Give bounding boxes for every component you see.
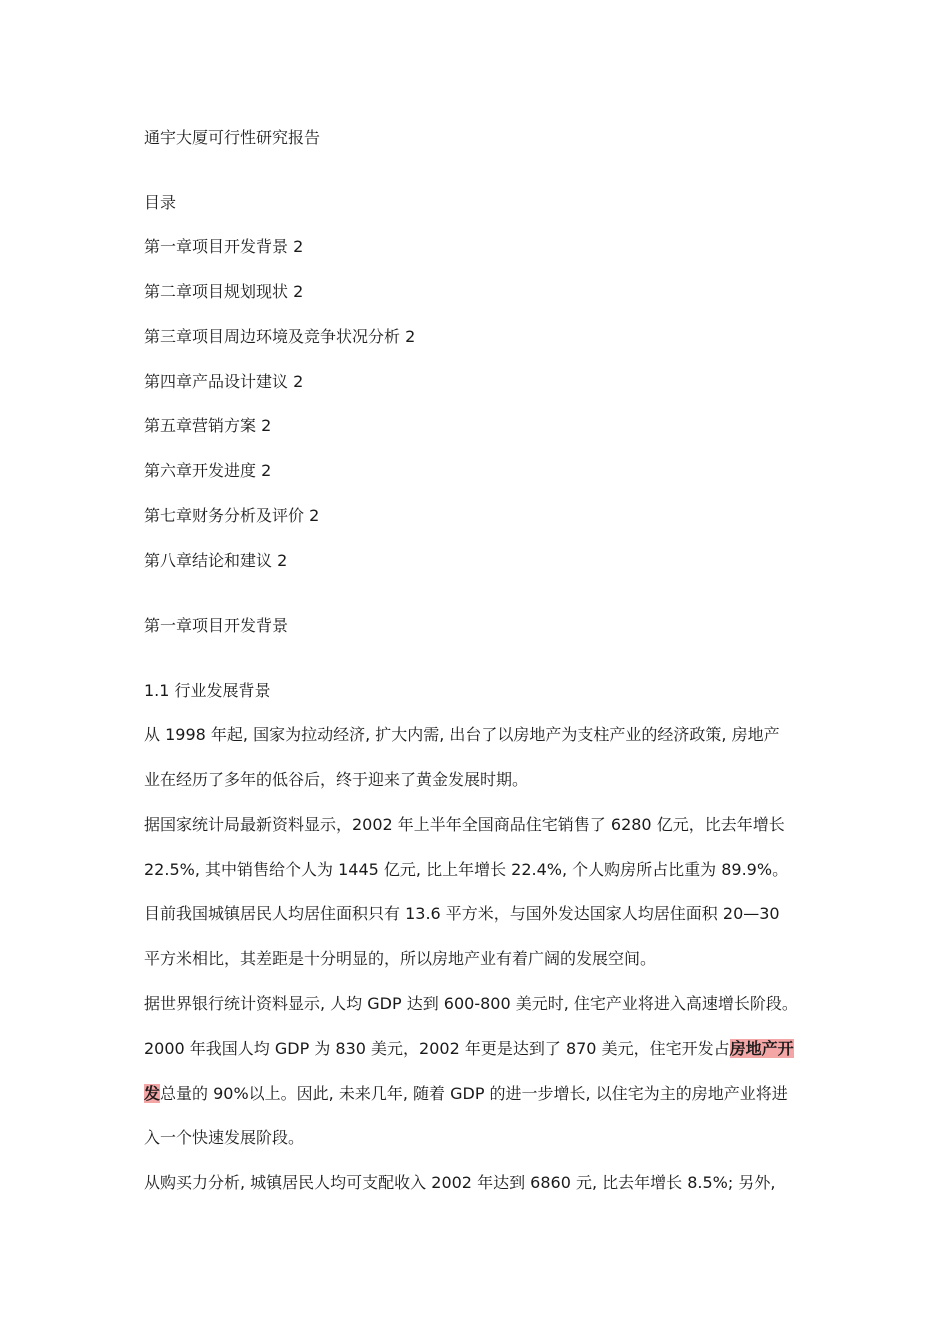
toc-item[interactable]: 第三章项目周边环境及竞争状况分析 2 bbox=[144, 327, 416, 346]
body-text-line: 据世界银行统计资料显示, 人均 GDP 达到 600-800 美元时, 住宅产业将进入高速增长阶段。 bbox=[144, 994, 798, 1013]
toc-heading: 目录 bbox=[144, 193, 177, 212]
body-text-segment: 总量的 90%以上。因此, 未来几年, 随着 GDP 的进一步增长, 以住宅为主的房地产业将进 bbox=[160, 1084, 788, 1103]
body-text-line: 从 1998 年起, 国家为拉动经济, 扩大内需, 出台了以房地产为支柱产业的经济政策, 房地产 bbox=[144, 725, 780, 744]
toc-item[interactable]: 第一章项目开发背景 2 bbox=[144, 237, 304, 256]
toc-item[interactable]: 第八章结论和建议 2 bbox=[144, 551, 288, 570]
body-text-line: 平方米相比，其差距是十分明显的，所以房地产业有着广阔的发展空间。 bbox=[144, 949, 657, 968]
body-text-line-highlight bbox=[144, 1038, 794, 1060]
highlighted-term: 房地产开 bbox=[729, 1039, 794, 1058]
body-text-segment: 2000 年我国人均 GDP 为 830 美元，2002 年更是达到了 870 美元，住宅开发占 bbox=[144, 1039, 730, 1058]
section-heading: 1.1 行业发展背景 bbox=[144, 681, 271, 700]
body-text-line: 从购买力分析, 城镇居民人均可支配收入 2002 年达到 6860 元, 比去年增长 8.5%; 另外, bbox=[144, 1173, 776, 1192]
document-title: 通宇大厦可行性研究报告 bbox=[144, 128, 321, 147]
chapter-heading: 第一章项目开发背景 bbox=[144, 616, 289, 635]
body-text-line: 目前我国城镇居民人均居住面积只有 13.6 平方米，与国外发达国家人均居住面积 20—30 bbox=[144, 904, 780, 923]
body-text-line: 业在经历了多年的低谷后，终于迎来了黄金发展时期。 bbox=[144, 770, 529, 789]
body-text-line: 22.5%, 其中销售给个人为 1445 亿元, 比上年增长 22.4%, 个人购房所占比重为 89.9%。 bbox=[144, 860, 789, 879]
toc-item[interactable]: 第六章开发进度 2 bbox=[144, 461, 272, 480]
toc-item[interactable]: 第七章财务分析及评价 2 bbox=[144, 506, 320, 525]
body-text-line: 据国家统计局最新资料显示，2002 年上半年全国商品住宅销售了 6280 亿元，比去年增长 bbox=[144, 815, 785, 834]
body-text-line: 入一个快速发展阶段。 bbox=[144, 1128, 305, 1147]
toc-item[interactable]: 第五章营销方案 2 bbox=[144, 416, 272, 435]
body-text-line-highlight bbox=[144, 1083, 788, 1105]
highlighted-term: 发 bbox=[144, 1084, 161, 1103]
toc-item[interactable]: 第二章项目规划现状 2 bbox=[144, 282, 304, 301]
toc-item[interactable]: 第四章产品设计建议 2 bbox=[144, 372, 304, 391]
